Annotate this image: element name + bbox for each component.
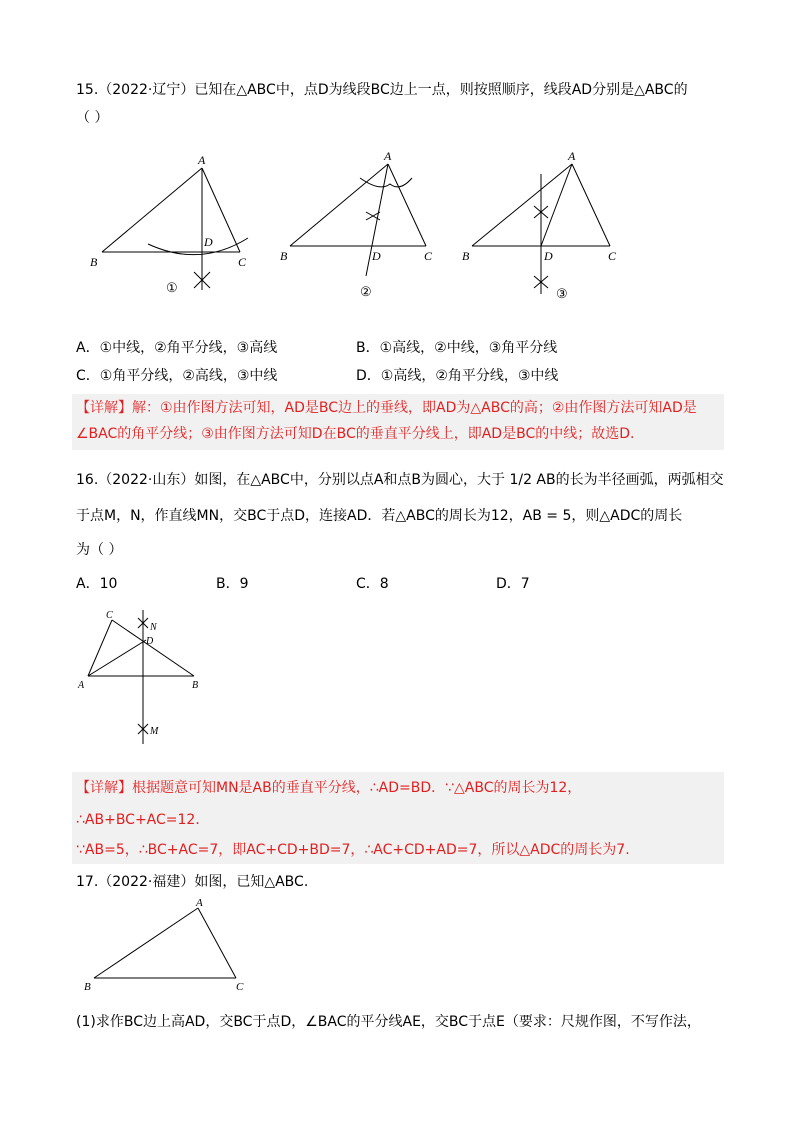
q16-label-b: B bbox=[192, 680, 199, 691]
q16-stem-line1: 16.（2022·山东）如图，在△ABC中，分别以点A和点B为圆心，大于 1/2 AB的长为半径画弧，两弧相交 bbox=[76, 472, 724, 488]
q15-option-d: D．①高线，②角平分线，③中线 bbox=[356, 368, 559, 384]
q15-f3-label-c: C bbox=[608, 249, 617, 263]
q15-figure-2 bbox=[280, 149, 433, 299]
q15-f2-number: ② bbox=[360, 284, 372, 299]
q16-stem-line2: 于点M，N，作直线MN，交BC于点D，连接AD．若△ABC的周长为12，AB = 5，则△ADC的周长 bbox=[76, 508, 683, 524]
q16-label-a: A bbox=[78, 680, 85, 691]
q15-f3-label-d: D bbox=[544, 249, 553, 263]
q16-figure bbox=[76, 604, 226, 754]
q15-f2-label-a: A bbox=[384, 149, 392, 163]
q15-f2-label-b: B bbox=[280, 249, 288, 263]
q15-option-b: B．①高线，②中线，③角平分线 bbox=[356, 340, 558, 356]
q15-f1-number: ① bbox=[166, 280, 178, 295]
q16-option-b: B．9 bbox=[216, 576, 249, 592]
q17-label-c: C bbox=[236, 981, 244, 993]
q15-f1-label-b: B bbox=[90, 255, 98, 269]
q16-option-d: D．7 bbox=[496, 576, 530, 592]
q17-label-b: B bbox=[84, 981, 91, 993]
q16-stem-line3: 为（ ） bbox=[76, 542, 123, 558]
q15-answer-line2: ∠BAC的角平分线；③由作图方法可知D在BC的垂直平分线上，即AD是BC的中线；故选D. bbox=[76, 426, 635, 442]
q15-figures bbox=[80, 148, 680, 308]
q15-option-c: C．①角平分线，②高线，③中线 bbox=[76, 368, 278, 384]
q15-answer-line1: 【详解】解：①由作图方法可知，AD是BC边上的垂线，即AD为△ABC的高；②由作图方法可知AD是 bbox=[76, 400, 697, 416]
q16-label-c: C bbox=[106, 610, 113, 621]
q15-f2-label-d: D bbox=[372, 249, 381, 263]
q15-answer-box bbox=[72, 394, 724, 450]
q15-stem-line1: 15.（2022·辽宁）已知在△ABC中，点D为线段BC边上一点，则按照顺序，线段AD分别是△ABC的 bbox=[76, 82, 688, 98]
q15-figure-1 bbox=[90, 153, 248, 295]
q15-option-a: A．①中线，②角平分线，③高线 bbox=[76, 340, 278, 356]
q17-figure bbox=[80, 896, 260, 996]
q16-label-d: D bbox=[146, 636, 154, 647]
q15-f3-label-a: A bbox=[568, 149, 576, 163]
q16-label-n: N bbox=[150, 622, 157, 633]
q15-f1-label-d: D bbox=[204, 235, 213, 249]
q16-answer-line3: ∵AB=5，∴BC+AC=7，即AC+CD+BD=7，∴AC+CD+AD=7，所以△ADC的周长为7. bbox=[76, 842, 630, 858]
q16-option-a: A．10 bbox=[76, 576, 118, 592]
q16-label-m: M bbox=[150, 726, 159, 737]
q15-f2-label-c: C bbox=[424, 249, 433, 263]
q15-f3-label-b: B bbox=[462, 249, 470, 263]
q15-figure-3 bbox=[462, 149, 617, 301]
q16-answer-box bbox=[72, 772, 724, 864]
q15-stem-line2: （ ） bbox=[76, 110, 109, 126]
q16-option-c: C．8 bbox=[356, 576, 389, 592]
q15-f1-label-a: A bbox=[198, 153, 206, 167]
q17-label-a: A bbox=[196, 897, 203, 909]
q17-sub1: (1)求作BC边上高AD，交BC于点D，∠BAC的平分线AE，交BC于点E（要求：尺规作图，不写作法， bbox=[76, 1014, 701, 1030]
q15-f3-number: ③ bbox=[556, 286, 568, 301]
q17-stem-line1: 17.（2022·福建）如图，已知△ABC. bbox=[76, 874, 309, 890]
q16-answer-line1: 【详解】根据题意可知MN是AB的垂直平分线，∴AD=BD．∵△ABC的周长为12， bbox=[76, 780, 582, 796]
q16-answer-line2: ∴AB+BC+AC=12． bbox=[76, 812, 210, 828]
q15-f1-label-c: C bbox=[238, 255, 247, 269]
